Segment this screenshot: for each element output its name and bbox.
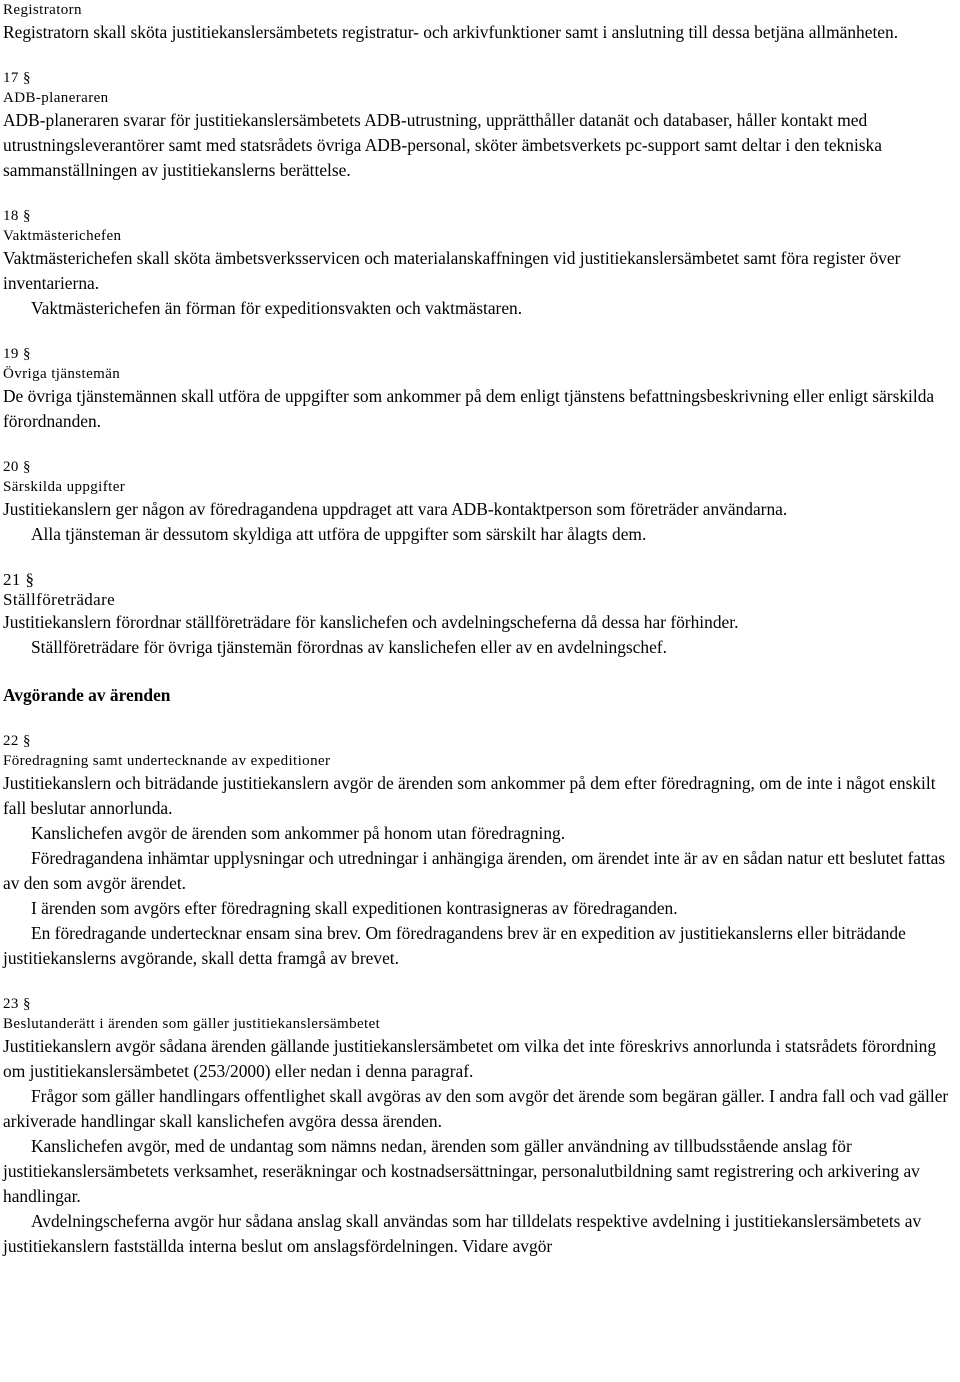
paragraph: I ärenden som avgörs efter föredragning skall expeditionen kontrasigneras av föredraganden. (31, 898, 678, 918)
paragraph: Alla tjänsteman är dessutom skyldiga att utföra de uppgifter som särskilt har ålagts dem. (31, 524, 647, 544)
section-23 (3, 994, 958, 1259)
paragraph: Justitiekanslern förordnar ställföreträdare för kanslichefen och avdelningscheferna då dessa har förhinder. (3, 612, 739, 632)
section-number: 17 § (3, 70, 31, 86)
paragraph: Registratorn skall sköta justitiekanslersämbetets registratur- och arkivfunktioner samt i anslutning till dessa betjäna allmänheten. (3, 22, 899, 42)
section-title: Ställföreträdare (3, 590, 116, 609)
section-title: Föredragning samt undertecknande av expeditioner (3, 753, 331, 769)
section-title: Särskilda uppgifter (3, 479, 126, 495)
paragraph: Föredragandena inhämtar upplysningar och utredningar i anhängiga ärenden, om ärendet inte är av en sådan natur ett beslutet fattas av den som avgör ärendet. (3, 848, 946, 893)
section-22 (3, 731, 958, 971)
section-17 (3, 68, 958, 183)
section-title: Vaktmästerichefen (3, 228, 122, 244)
section-20 (3, 457, 958, 547)
section-title: ADB-planeraren (3, 90, 109, 106)
section-title: Beslutanderätt i ärenden som gäller justitiekanslersämbetet (3, 1016, 381, 1032)
paragraph: Vaktmästerichefen skall sköta ämbetsverksservicen och materialanskaffningen vid justitiekanslersämbetet samt föra register över inventarierna. (3, 248, 901, 293)
section-21 (3, 570, 958, 660)
section-19 (3, 344, 958, 434)
section-number: 20 § (3, 459, 31, 475)
section-number: 22 § (3, 733, 31, 749)
section-title: Registratorn (3, 2, 82, 18)
section-registratorn (3, 0, 958, 45)
paragraph: Vaktmästerichefen än förman för expeditionsvakten och vaktmästaren. (31, 298, 523, 318)
paragraph: En föredragande undertecknar ensam sina brev. Om föredragandens brev är en expedition av justitiekanslerns eller biträdande justitiekanslerns avgörande, skall detta framgå av brevet. (3, 923, 906, 968)
paragraph: De övriga tjänstemännen skall utföra de uppgifter som ankommer på dem enligt tjänstens befattningsbeskrivning eller enligt särskilda förordnanden. (3, 386, 935, 431)
section-number: 23 § (3, 996, 31, 1012)
chapter-heading: Avgörande av ärenden (3, 685, 171, 705)
section-number: 18 § (3, 208, 31, 224)
paragraph: ADB-planeraren svarar för justitiekanslersämbetets ADB-utrustning, upprätthåller datanät och databaser, håller kontakt med utrustningsleverantörer samt med statsrådets övriga ADB-personal, sköter ämbetsverkets pc-support samt deltar i den tekniska sammanställningen av justitiekanslerns berättelse. (3, 110, 882, 180)
paragraph: Justitiekanslern och biträdande justitiekanslern avgör de ärenden som ankommer på dem efter föredragning, om de inte i något enskilt fall beslutar annorlunda. (3, 773, 936, 818)
paragraph: Justitiekanslern avgör sådana ärenden gällande justitiekanslersämbetet om vilka det inte föreskrivs annorlunda i statsrådets förordning om justitiekanslersämbetet (253/2000) eller nedan i denna paragraf. (3, 1036, 937, 1081)
paragraph: Kanslichefen avgör de ärenden som ankommer på honom utan föredragning. (31, 823, 566, 843)
paragraph: Justitiekanslern ger någon av föredragandena uppdraget att vara ADB-kontaktperson som företräder användarna. (3, 499, 788, 519)
paragraph: Kanslichefen avgör, med de undantag som nämns nedan, ärenden som gäller användning av tillbudsstående anslag för justitiekanslersämbetets verksamhet, reseräkningar och kostnadsersättningar, personalutbildning samt registrering och arkivering av handlingar. (3, 1136, 920, 1206)
paragraph: Frågor som gäller handlingars offentlighet skall avgöras av den som avgör det ärende som begäran gäller. I andra fall och vad gäller arkiverade handlingar skall kanslichefen avgöra dessa ärenden. (3, 1086, 949, 1131)
paragraph: Avdelningscheferna avgör hur sådana anslag skall användas som har tilldelats respektive avdelning i justitiekanslersämbetets av justitiekanslern fastställda interna beslut om anslagsfördelningen. Vidare avgör (3, 1211, 922, 1256)
section-number: 21 § (3, 570, 35, 589)
section-number: 19 § (3, 346, 31, 362)
paragraph: Ställföreträdare för övriga tjänstemän förordnas av kanslichefen eller av en avdelningschef. (31, 637, 667, 657)
section-title: Övriga tjänstemän (3, 366, 121, 382)
section-18 (3, 206, 958, 321)
